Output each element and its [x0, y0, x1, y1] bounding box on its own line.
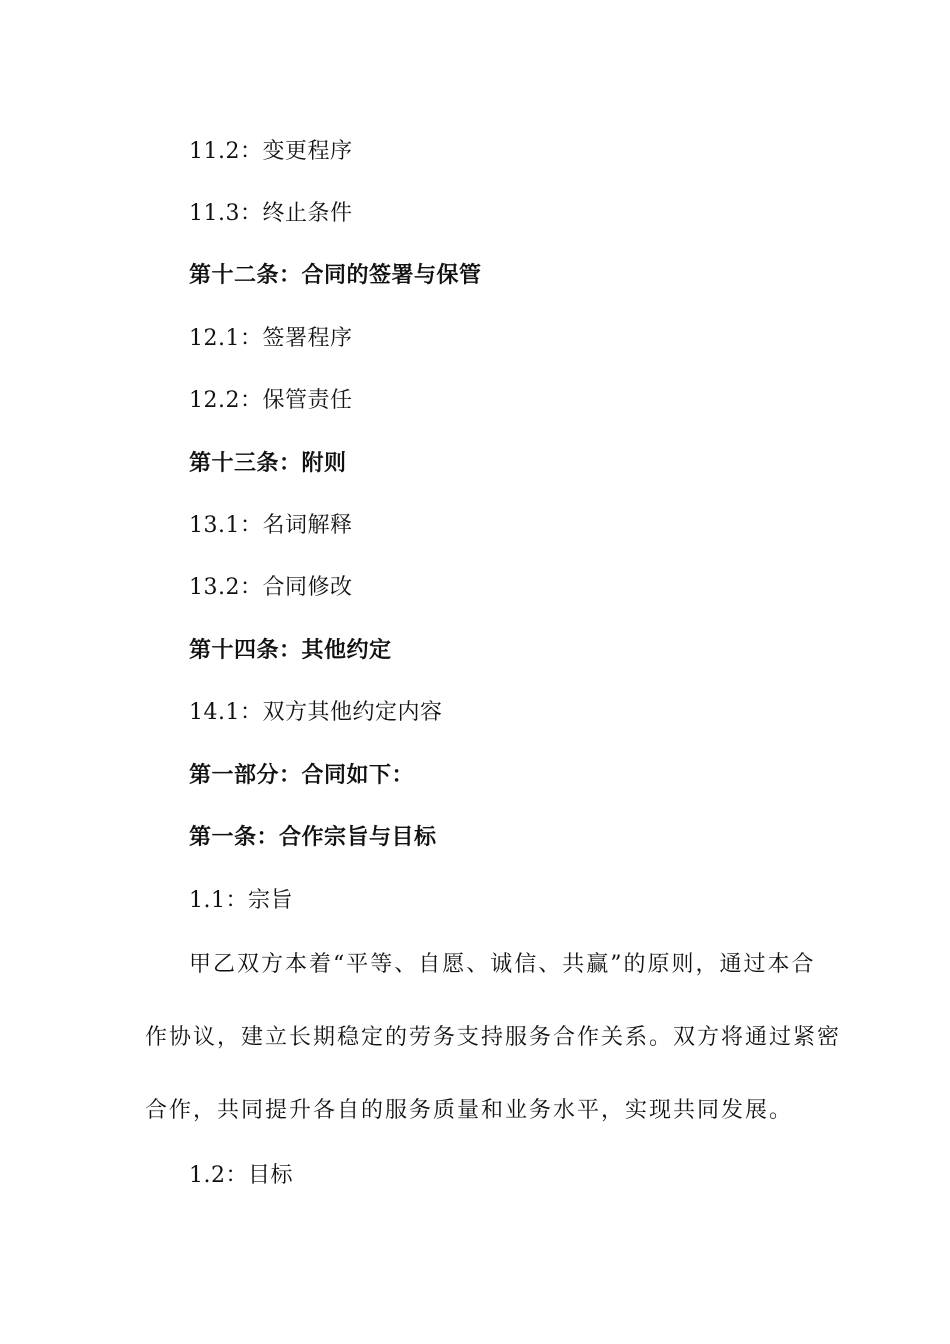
clause-12-2: 12.2：保管责任	[189, 388, 353, 413]
article-13-heading: 第十三条：附则	[189, 451, 347, 476]
clause-1-1: 1.1：宗旨	[189, 888, 293, 913]
clause-13-2: 13.2：合同修改	[189, 575, 353, 600]
paragraph-line-3: 合作，共同提升各自的服务质量和业务水平，实现共同发展。	[145, 1098, 794, 1123]
clause-14-1: 14.1：双方其他约定内容	[189, 700, 443, 725]
article-14-heading: 第十四条：其他约定	[189, 638, 392, 663]
paragraph-line-1: 甲乙双方本着“平等、自愿、诚信、共赢”的原则，通过本合	[189, 952, 816, 977]
clause-11-2: 11.2：变更程序	[189, 139, 353, 164]
clause-12-1: 12.1：签署程序	[189, 326, 353, 351]
clause-13-1: 13.1：名词解释	[189, 513, 353, 538]
part-1-heading: 第一部分：合同如下：	[189, 763, 415, 788]
clause-1-2: 1.2：目标	[189, 1163, 293, 1188]
article-1-heading: 第一条：合作宗旨与目标	[189, 825, 437, 850]
article-12-heading: 第十二条：合同的签署与保管	[189, 263, 482, 288]
paragraph-line-2: 作协议，建立长期稳定的劳务支持服务合作关系。双方将通过紧密	[145, 1025, 842, 1050]
clause-11-3: 11.3：终止条件	[189, 201, 353, 226]
